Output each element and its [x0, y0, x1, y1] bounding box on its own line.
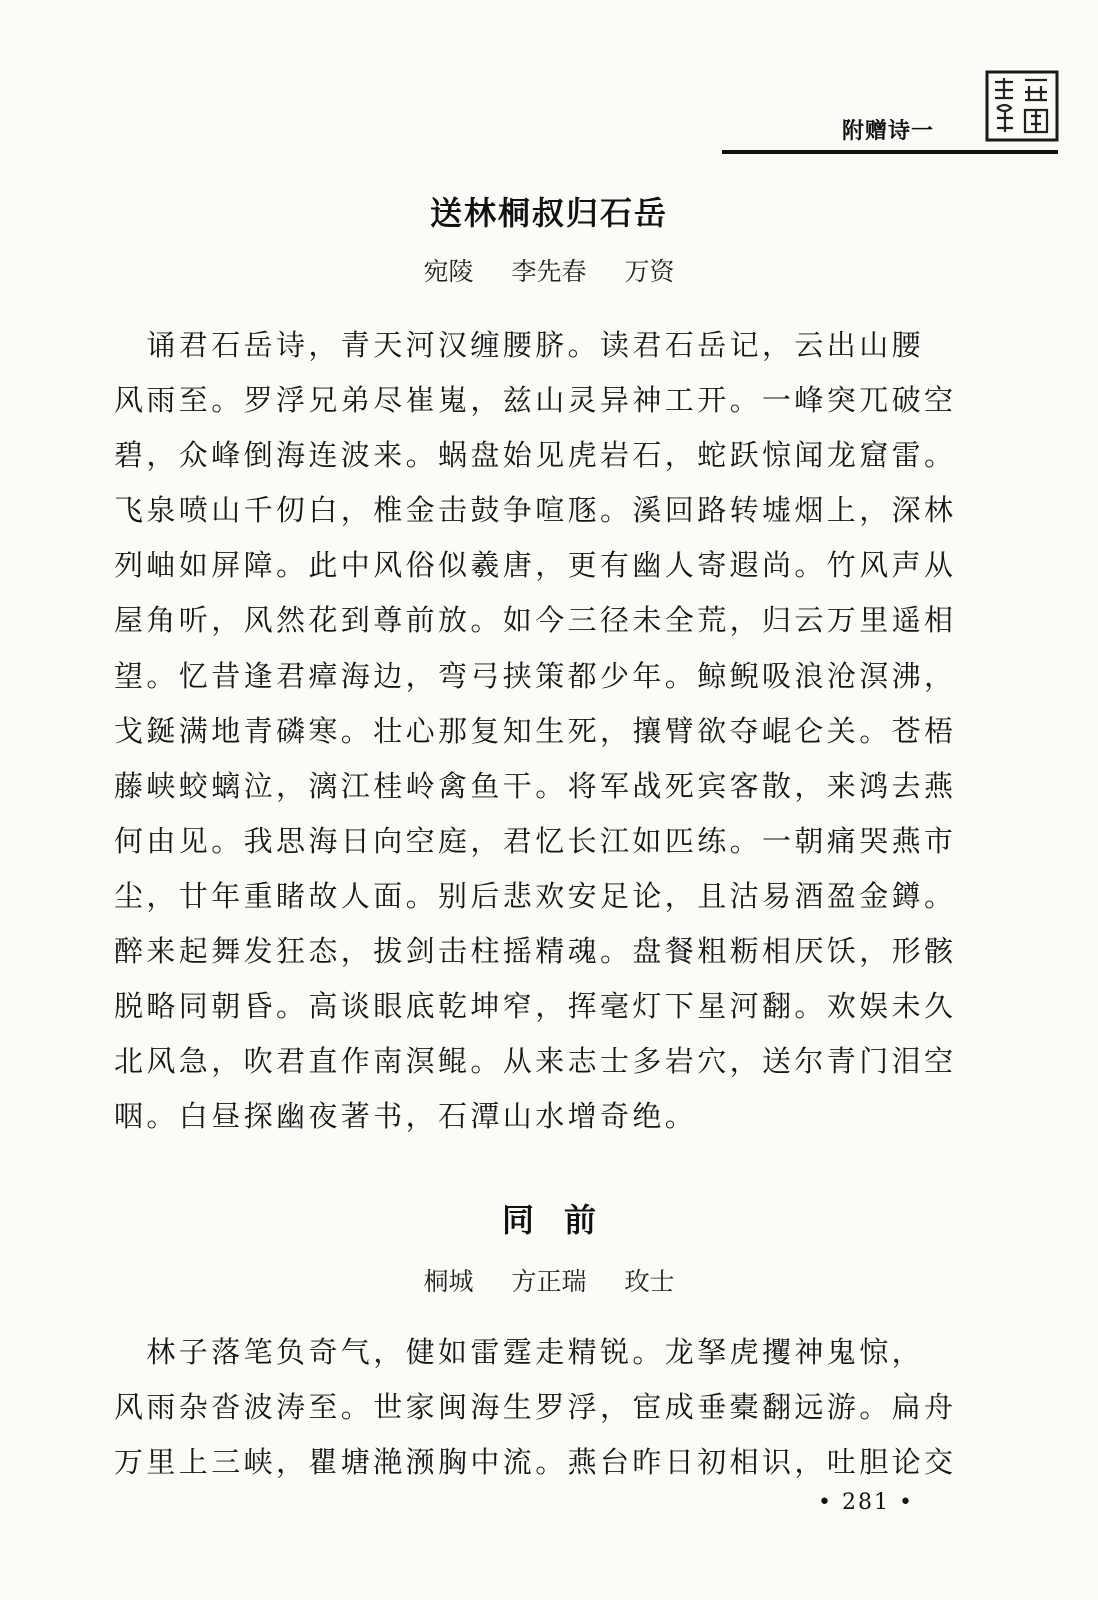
text-line: 列岫如屏障。此中风俗似羲唐，更有幽人寄遐尚。竹风声从 [114, 548, 957, 583]
author-line [0, 1262, 1098, 1298]
text-line: 屋角听，风然花到尊前放。如今三径未全荒，归云万里遥相 [114, 603, 957, 638]
text-line: 风雨杂沓波涛至。世家闽海生罗浮，宦成垂橐翻远游。扁舟 [114, 1390, 957, 1425]
author-place: 桐城 [423, 1267, 474, 1296]
poem-title: 送林桐叔归石岳 [429, 194, 668, 232]
text-line: 风雨至。罗浮兄弟尽崔嵬，兹山灵异神工开。一峰突兀破空 [114, 383, 957, 418]
text-line: 望。忆昔逢君瘴海边，弯弓挟策都少年。鲸鲵吸浪沧溟沸， [114, 658, 957, 693]
author-name: 方正瑞 [511, 1267, 587, 1296]
author-style-name: 玫士 [624, 1267, 675, 1296]
text-line: 尘，廿年重睹故人面。别后悲欢安足论，且沽易酒盈金鐏。 [114, 878, 957, 913]
text-line: 诵君石岳诗，青天河汉缠腰脐。读君石岳记，云出山腰 [114, 328, 925, 362]
author-name: 李先春 [511, 257, 587, 286]
text-line: 碧，众峰倒海连波来。蜗盘始见虎岩石，蛇跃惊闻龙窟雷。 [114, 438, 957, 473]
page-number: • 281 • [818, 1490, 914, 1515]
text-line: 北风急，吹君直作南溟鲲。从来志士多岩穴，送尔青门泪空 [114, 1044, 957, 1079]
text-line: 林子落笔负奇气，健如雷霆走精锐。龙拏虎攫神鬼惊， [114, 1335, 925, 1369]
text-line: 脱略同朝昏。高谈眼底乾坤窄，挥毫灯下星河翻。欢娱未久 [114, 989, 957, 1024]
seal-stamp [985, 70, 1059, 142]
text-line: 戈鋋满地青磷寒。壮心那复知生死，攘臂欲夺崐仑关。苍梧 [114, 713, 957, 748]
author-style-name: 万资 [624, 257, 675, 286]
header-rule [722, 150, 1058, 154]
author-line [0, 252, 1098, 288]
poem-body [114, 1325, 957, 1490]
text-line: 咽。白昼探幽夜著书，石潭山水增奇绝。 [114, 1099, 698, 1134]
text-line: 万里上三峡，瞿塘滟滪胸中流。燕台昨日初相识，吐胆论交 [114, 1445, 957, 1480]
text-line: 藤峡蛟螭泣，漓江桂岭禽鱼干。将军战死宾客散，来鸿去燕 [114, 768, 957, 803]
text-line: 飞泉喷山千仞白，椎金击鼓争喧豗。溪回路转墟烟上，深林 [114, 493, 957, 528]
text-line: 醉来起舞发狂态，拔剑击柱摇精魂。盘餐粗粝相厌饫，形骸 [114, 934, 957, 969]
running-head: 附赠诗一 [842, 119, 935, 144]
poem-title: 同前 [501, 1201, 626, 1239]
text-line: 何由见。我思海日向空庭，君忆长江如匹练。一朝痛哭燕市 [114, 823, 957, 858]
poem-body [114, 318, 957, 1144]
author-place: 宛陵 [423, 257, 474, 286]
